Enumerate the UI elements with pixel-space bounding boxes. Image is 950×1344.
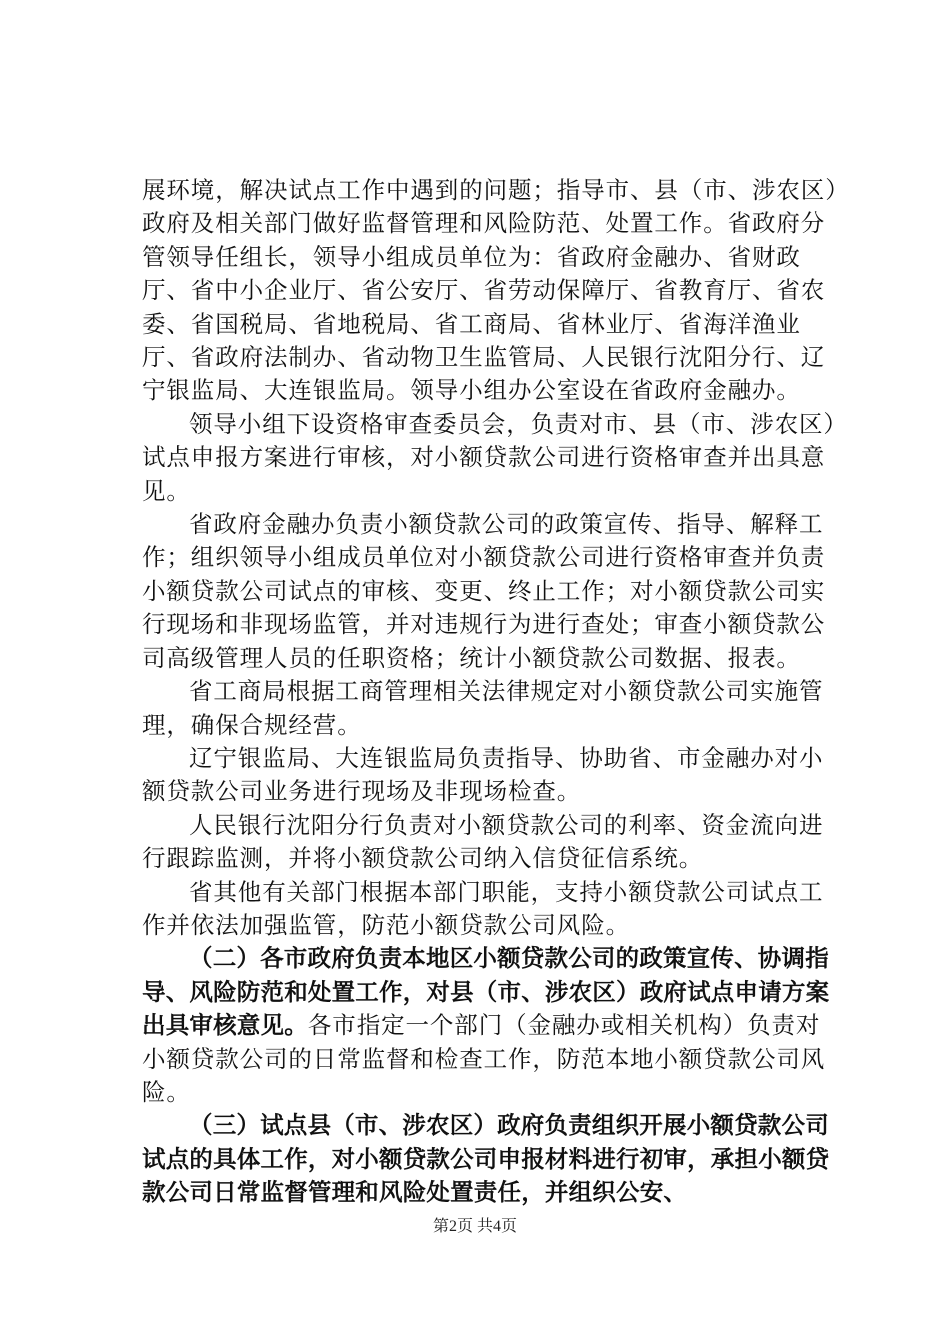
page-footer: 第2页 共4页 (432, 1218, 517, 1235)
paragraph-peoples-bank: 人民银行沈阳分行负责对小额贷款公司的利率、资金流向进行跟踪监测，并将小额贷款公司纳入信贷征信系统。 (142, 810, 824, 873)
paragraph-city-government-lead: （二）各市政府负责本地区小额贷款公司的政策宣传、协调指导、风险防范和处置工作，对县（市、涉农区）政府试点申请方案出具审核意见。 (142, 944, 830, 1040)
paragraph-county-government-lead: （三）试点县（市、涉农区）政府负责组织开展小额贷款公司试点的具体工作，对小额贷款公司申报材料进行初审，承担小额贷款公司日常监督管理和风险处置责任，并组织公安、 (142, 1111, 830, 1207)
paragraph-other-departments: 省其他有关部门根据本部门职能，支持小额贷款公司试点工作并依法加强监管，防范小额贷款公司风险。 (142, 877, 824, 939)
paragraph-review-committee: 领导小组下设资格审查委员会，负责对市、县（市、涉农区）试点申报方案进行审核，对小额贷款公司进行资格审查并出具意见。 (142, 409, 837, 505)
paragraph-county-government (142, 1109, 842, 1209)
document-body (142, 174, 842, 1210)
paragraph-city-government (142, 942, 842, 1109)
paragraph-finance-office: 省政府金融办负责小额贷款公司的政策宣传、指导、解释工作；组织领导小组成员单位对小额贷款公司进行资格审查并负责小额贷款公司试点的审核、变更、终止工作；对小额贷款公司实行现场和非现场监管，并对违规行为进行查处；审查小额贷款公司高级管理人员的任职资格；统计小额贷款公司数据、报表。 (142, 510, 826, 672)
paragraph-banking-regulator: 辽宁银监局、大连银监局负责指导、协助省、市金融办对小额贷款公司业务进行现场及非现场检查。 (142, 743, 824, 806)
paragraph-city-government-body: 各市指定一个部门（金融办或相关机构）负责对小额贷款公司的日常监督和检查工作，防范本地小额贷款公司风险。 (142, 1011, 826, 1106)
paragraph-leading-group: 展环境，解决试点工作中遇到的问题；指导市、县（市、涉农区）政府及相关部门做好监督管理和风险防范、处置工作。省政府分管领导任组长，领导小组成员单位为：省政府金融办、省财政厅、省中小企业厅、省公安厅、省劳动保障厅、省教育厅、省农委、省国税局、省地税局、省工商局、省林业厅、省海洋渔业厅、省政府法制办、省动物卫生监管局、人民银行沈阳分行、辽宁银监局、大连银监局。领导小组办公室设在省政府金融办。 (142, 176, 838, 405)
paragraph-industry-commerce: 省工商局根据工商管理相关法律规定对小额贷款公司实施管理，确保合规经营。 (142, 677, 824, 739)
